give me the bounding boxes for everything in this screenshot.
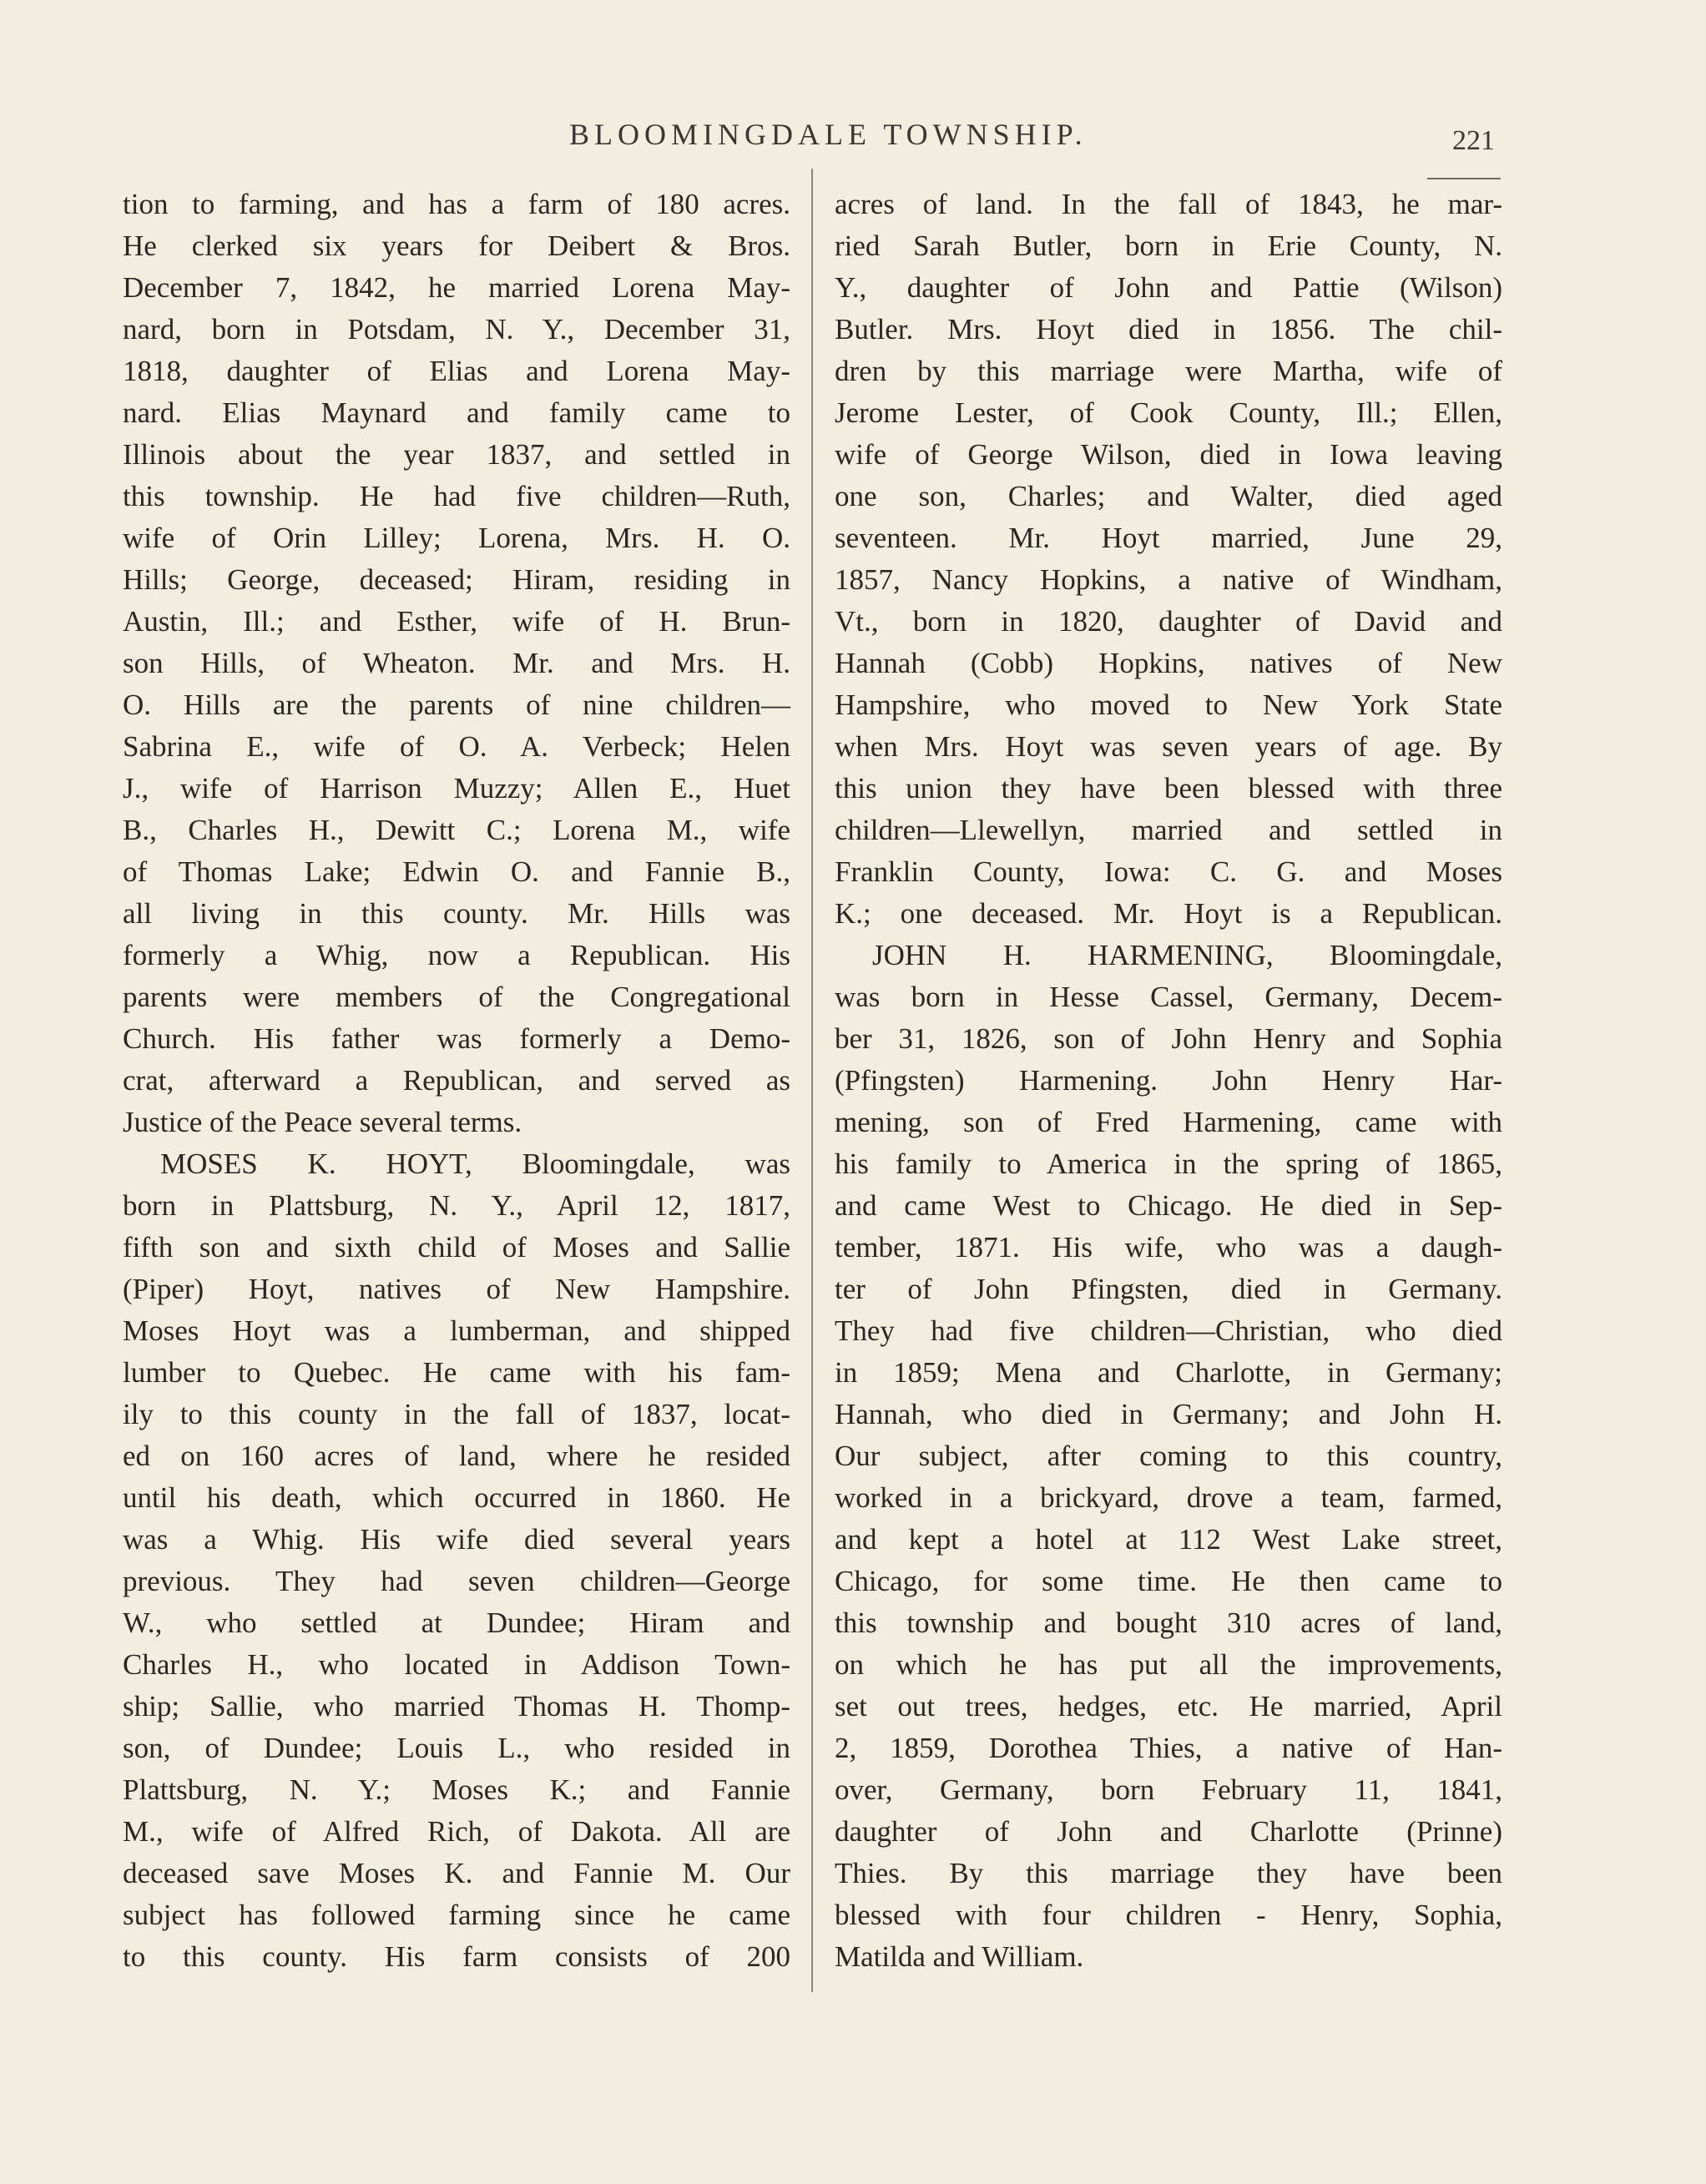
text-line: ter of John Pfingsten, died in Germany. [835, 1273, 1502, 1305]
text-line: crat, afterward a Republican, and served as [123, 1064, 790, 1097]
page-number: 221 [1452, 125, 1495, 156]
text-line: and kept a hotel at 112 West Lake street, [835, 1523, 1502, 1556]
text-line: Our subject, after coming to this country, [835, 1440, 1502, 1472]
text-line: Vt., born in 1820, daughter of David and [835, 605, 1502, 638]
text-line: O. Hills are the parents of nine children— [123, 688, 790, 721]
text-line: seventeen. Mr. Hoyt married, June 29, [835, 522, 1502, 554]
text-line: ship; Sallie, who married Thomas H. Thomp- [123, 1690, 790, 1722]
header-rule [1427, 178, 1501, 179]
entry-heading-line: JOHN H. HARMENING, Bloomingdale, [872, 939, 1502, 971]
text-line: Hampshire, who moved to New York State [835, 688, 1502, 721]
text-line: was born in Hesse Cassel, Germany, Decem- [835, 981, 1502, 1013]
text-line: J., wife of Harrison Muzzy; Allen E., Huet [123, 772, 790, 804]
text-line: wife of George Wilson, died in Iowa leaving [835, 438, 1502, 471]
text-line: 2, 1859, Dorothea Thies, a native of Han- [835, 1732, 1502, 1764]
text-line: Butler. Mrs. Hoyt died in 1856. The chil- [835, 313, 1502, 346]
text-line: this township. He had five children—Ruth, [123, 480, 790, 512]
text-line: Plattsburg, N. Y.; Moses K.; and Fannie [123, 1773, 790, 1806]
text-line: Austin, Ill.; and Esther, wife of H. Brun- [123, 605, 790, 638]
text-line: in 1859; Mena and Charlotte, in Germany; [835, 1356, 1502, 1389]
text-line: Sabrina E., wife of O. A. Verbeck; Helen [123, 730, 790, 763]
text-line: blessed with four children - Henry, Sophia, [835, 1899, 1502, 1931]
text-line: acres of land. In the fall of 1843, he mar- [835, 188, 1502, 220]
text-line: subject has followed farming since he came [123, 1899, 790, 1931]
text-line: W., who settled at Dundee; Hiram and [123, 1606, 790, 1639]
text-line: Jerome Lester, of Cook County, Ill.; Ellen, [835, 396, 1502, 429]
text-line: son Hills, of Wheaton. Mr. and Mrs. H. [123, 647, 790, 679]
text-line: born in Plattsburg, N. Y., April 12, 1817, [123, 1189, 790, 1222]
text-line: until his death, which occurred in 1860. He [123, 1481, 790, 1514]
text-line: Thies. By this marriage they have been [835, 1857, 1502, 1889]
text-line: They had five children—Christian, who died [835, 1314, 1502, 1347]
text-line: all living in this county. Mr. Hills was [123, 897, 790, 930]
text-line: Y., daughter of John and Pattie (Wilson) [835, 271, 1502, 304]
text-line: set out trees, hedges, etc. He married, April [835, 1690, 1502, 1722]
text-line: Church. His father was formerly a Demo- [123, 1022, 790, 1055]
text-line: and came West to Chicago. He died in Sep- [835, 1189, 1502, 1222]
text-line: dren by this marriage were Martha, wife of [835, 355, 1502, 387]
text-line: Chicago, for some time. He then came to [835, 1565, 1502, 1597]
text-line: tion to farming, and has a farm of 180 acres. [123, 188, 790, 220]
left-column [123, 184, 790, 1978]
text-line: (Pfingsten) Harmening. John Henry Har- [835, 1064, 1502, 1097]
text-line: previous. They had seven children—George [123, 1565, 790, 1597]
text-line: children—Llewellyn, married and settled in [835, 814, 1502, 846]
text-line: December 7, 1842, he married Lorena May- [123, 271, 790, 304]
running-title: BLOOMINGDALE TOWNSHIP. [569, 118, 1088, 151]
text-line: over, Germany, born February 11, 1841, [835, 1773, 1502, 1806]
text-line: ily to this county in the fall of 1837, locat- [123, 1398, 790, 1430]
text-line: ber 31, 1826, son of John Henry and Sophia [835, 1022, 1502, 1055]
text-line: B., Charles H., Dewitt C.; Lorena M., wife [123, 814, 790, 846]
text-line: Moses Hoyt was a lumberman, and shipped [123, 1314, 790, 1347]
text-line: on which he has put all the improvements, [835, 1648, 1502, 1681]
text-line: this township and bought 310 acres of land, [835, 1606, 1502, 1639]
text-line: nard. Elias Maynard and family came to [123, 396, 790, 429]
text-line: Hannah (Cobb) Hopkins, natives of New [835, 647, 1502, 679]
text-line: ried Sarah Butler, born in Erie County, N. [835, 229, 1502, 262]
text-line: to this county. His farm consists of 200 [123, 1940, 790, 1973]
text-line: was a Whig. His wife died several years [123, 1523, 790, 1556]
text-line: parents were members of the Congregational [123, 981, 790, 1013]
text-line: this union they have been blessed with three [835, 772, 1502, 804]
text-line: son, of Dundee; Louis L., who resided in [123, 1732, 790, 1764]
entry-heading-line: MOSES K. HOYT, Bloomingdale, was [160, 1147, 790, 1180]
text-line: tember, 1871. His wife, who was a daugh- [835, 1231, 1502, 1263]
text-line: of Thomas Lake; Edwin O. and Fannie B., [123, 855, 790, 888]
text-line: when Mrs. Hoyt was seven years of age. By [835, 730, 1502, 763]
text-line: formerly a Whig, now a Republican. His [123, 939, 790, 971]
text-line: 1818, daughter of Elias and Lorena May- [123, 355, 790, 387]
text-line: He clerked six years for Deibert & Bros. [123, 229, 790, 262]
text-line: one son, Charles; and Walter, died aged [835, 480, 1502, 512]
text-line: Hills; George, deceased; Hiram, residing in [123, 563, 790, 596]
text-line: worked in a brickyard, drove a team, farmed, [835, 1481, 1502, 1514]
text-line: fifth son and sixth child of Moses and Sallie [123, 1231, 790, 1263]
text-line: 1857, Nancy Hopkins, a native of Windham, [835, 563, 1502, 596]
right-column [835, 184, 1502, 1978]
text-line: ed on 160 acres of land, where he resided [123, 1440, 790, 1472]
text-line: Matilda and William. [835, 1940, 1084, 1973]
text-line: his family to America in the spring of 1865, [835, 1147, 1502, 1180]
text-line: M., wife of Alfred Rich, of Dakota. All are [123, 1815, 790, 1848]
text-line: Illinois about the year 1837, and settled in [123, 438, 790, 471]
text-line: nard, born in Potsdam, N. Y., December 31, [123, 313, 790, 346]
text-line: mening, son of Fred Harmening, came with [835, 1106, 1502, 1138]
text-line: (Piper) Hoyt, natives of New Hampshire. [123, 1273, 790, 1305]
text-line: Charles H., who located in Addison Town- [123, 1648, 790, 1681]
text-line: Franklin County, Iowa: C. G. and Moses [835, 855, 1502, 888]
column-divider [811, 169, 813, 1992]
text-line: wife of Orin Lilley; Lorena, Mrs. H. O. [123, 522, 790, 554]
text-line: lumber to Quebec. He came with his fam- [123, 1356, 790, 1389]
text-line: daughter of John and Charlotte (Prinne) [835, 1815, 1502, 1848]
text-line: Justice of the Peace several terms. [123, 1106, 522, 1138]
text-line: K.; one deceased. Mr. Hoyt is a Republican. [835, 897, 1502, 930]
page-header [0, 117, 1706, 159]
text-line: Hannah, who died in Germany; and John H. [835, 1398, 1502, 1430]
text-line: deceased save Moses K. and Fannie M. Our [123, 1857, 790, 1889]
